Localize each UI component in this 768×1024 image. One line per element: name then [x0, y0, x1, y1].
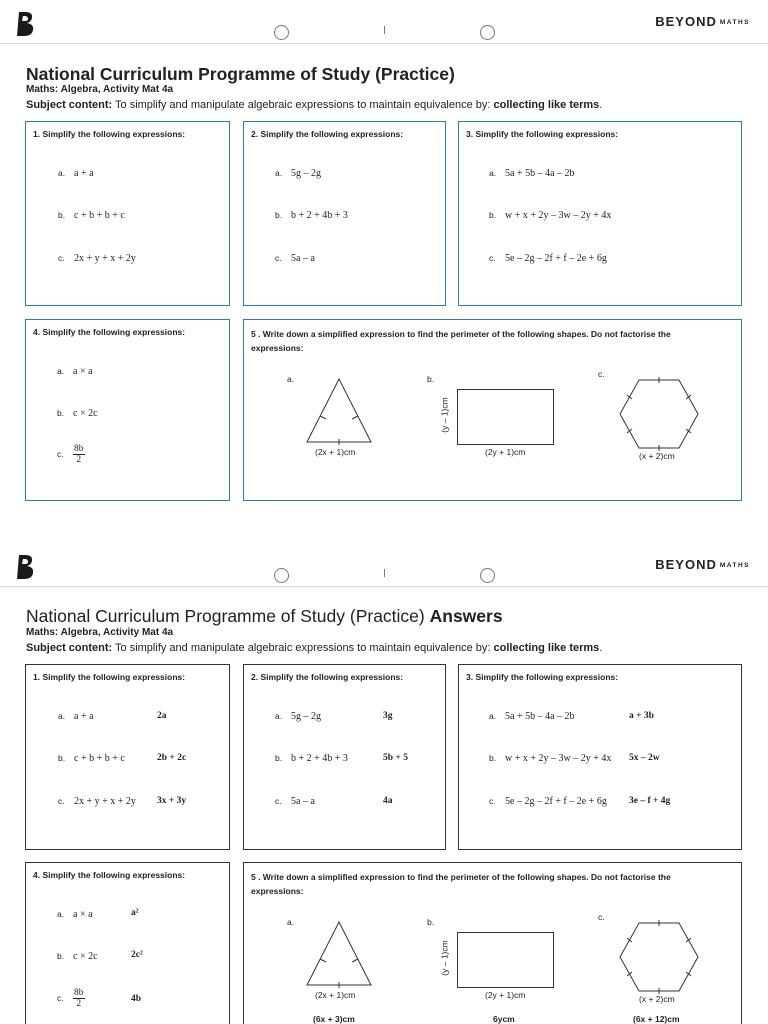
question-item: a. a + a	[58, 168, 94, 179]
question-item: a. a × a	[57, 909, 93, 920]
shape-side-dimension: (y – 1)cm	[439, 397, 450, 433]
question-item: b. c + b + b + c	[58, 210, 125, 221]
shape-dimension: (2y + 1)cm	[485, 447, 526, 457]
question-heading: 4. Simplify the following expressions:	[33, 327, 186, 337]
answer-text: 5b + 5	[383, 753, 408, 763]
subject-content: Subject content: To simplify and manipulate algebraic expressions to maintain equivalence by: collecting like terms.	[26, 99, 603, 111]
question-heading: 5 . Write down a simplified expression to find the perimeter of the following shapes. Do not factorise the expressions:	[251, 329, 671, 353]
question-5-box	[243, 319, 742, 501]
question-item: c. 5a – a	[275, 253, 315, 264]
triangle-shape	[306, 921, 372, 989]
question-item: b. c + b + b + c	[58, 753, 125, 764]
shape-dimension: (x + 2)cm	[639, 994, 675, 1004]
subject-content: Subject content: To simplify and manipulate algebraic expressions to maintain equivalence by: collecting like terms.	[26, 642, 603, 654]
question-item: a. 5a + 5b – 4a – 2b	[489, 168, 575, 179]
rectangle-shape	[457, 389, 555, 446]
page-subtitle: Maths: Algebra, Activity Mat 4a	[26, 84, 174, 95]
shape-side-dimension: (y – 1)cm	[439, 940, 450, 976]
punch-hole-icon	[274, 568, 289, 583]
shape-label: c.	[598, 912, 605, 922]
question-heading: 5 . Write down a simplified expression to find the perimeter of the following shapes. Do not factorise the expressions:	[251, 872, 671, 896]
answer-text: 4b	[131, 994, 142, 1004]
shape-dimension: (x + 2)cm	[639, 451, 675, 461]
question-item: a. 5a + 5b – 4a – 2b	[489, 711, 575, 722]
question-item: b. w + x + 2y – 3w – 2y + 4x	[489, 210, 612, 221]
question-item: c. $\frac{8b}{2}$	[57, 444, 84, 465]
question-heading: 1. Simplify the following expressions:	[33, 672, 186, 682]
answer-text: 3x + 3y	[157, 796, 187, 806]
question-item: a. 5g – 2g	[275, 711, 321, 722]
hexagon-shape	[619, 379, 699, 449]
page-header	[0, 0, 768, 44]
question-heading: 4. Simplify the following expressions:	[33, 870, 186, 880]
question-item: c. $\frac{8b}{2}$	[57, 988, 84, 1009]
answer-text: 3g	[383, 711, 393, 721]
answer-text: 2b + 2c	[157, 753, 187, 763]
question-item: c. 5e – 2g – 2f + f – 2e + 6g	[489, 253, 607, 264]
triangle-shape	[306, 378, 372, 446]
question-item: b. w + x + 2y – 3w – 2y + 4x	[489, 753, 612, 764]
question-2-box	[243, 664, 446, 850]
perimeter-answer: 6ycm	[493, 1014, 515, 1024]
beyond-logo-icon	[16, 553, 36, 581]
answer-text: 5x – 2w	[629, 753, 660, 763]
answer-text: 2c²	[131, 950, 143, 960]
question-heading: 2. Simplify the following expressions:	[251, 129, 404, 139]
page-title: National Curriculum Programme of Study (Practice)	[26, 64, 455, 84]
question-item: c. 2x + y + x + 2y	[58, 796, 136, 807]
shape-label: b.	[427, 374, 435, 384]
answer-text: a²	[131, 908, 139, 918]
question-item: b. b + 2 + 4b + 3	[275, 753, 348, 764]
page-header	[0, 543, 768, 587]
center-mark	[384, 569, 385, 577]
shape-dimension: (2y + 1)cm	[485, 990, 526, 1000]
beyond-logo-icon	[16, 10, 36, 38]
punch-hole-icon	[274, 25, 289, 40]
question-item: c. 5a – a	[275, 796, 315, 807]
question-item: a. 5g – 2g	[275, 168, 321, 179]
question-1-box	[25, 121, 230, 306]
question-item: b. c × 2c	[57, 951, 98, 962]
question-item: a. a + a	[58, 711, 94, 722]
question-item: b. b + 2 + 4b + 3	[275, 210, 348, 221]
shape-label: a.	[287, 917, 295, 927]
punch-hole-icon	[480, 568, 495, 583]
perimeter-answer: (6x + 12)cm	[633, 1014, 680, 1024]
answer-text: 2a	[157, 711, 167, 721]
answer-text: 3e – f + 4g	[629, 796, 671, 806]
page-subtitle: Maths: Algebra, Activity Mat 4a	[26, 627, 174, 638]
question-3-box	[458, 121, 742, 306]
page-title: National Curriculum Programme of Study (Practice) Answers	[26, 606, 503, 626]
question-heading: 3. Simplify the following expressions:	[466, 672, 619, 682]
question-item: b. c × 2c	[57, 408, 98, 419]
question-heading: 1. Simplify the following expressions:	[33, 129, 186, 139]
question-item: c. 2x + y + x + 2y	[58, 253, 136, 264]
shape-dimension: (2x + 1)cm	[315, 990, 356, 1000]
perimeter-answer: (6x + 3)cm	[313, 1014, 355, 1024]
brand-wordmark: BEYOND MATHS	[655, 14, 750, 29]
question-item: c. 5e – 2g – 2f + f – 2e + 6g	[489, 796, 607, 807]
hexagon-shape	[619, 922, 699, 992]
question-4-box	[25, 319, 230, 501]
question-3-box	[458, 664, 742, 850]
shape-label: b.	[427, 917, 435, 927]
question-item: a. a × a	[57, 366, 93, 377]
question-2-box	[243, 121, 446, 306]
answer-text: a + 3b	[629, 711, 654, 721]
brand-wordmark: BEYOND MATHS	[655, 557, 750, 572]
question-5-box	[243, 862, 742, 1024]
shape-label: c.	[598, 369, 605, 379]
answers-sheet	[0, 543, 768, 1024]
question-heading: 2. Simplify the following expressions:	[251, 672, 404, 682]
answer-text: 4a	[383, 796, 393, 806]
punch-hole-icon	[480, 25, 495, 40]
question-1-box	[25, 664, 230, 850]
shape-label: a.	[287, 374, 295, 384]
question-4-box	[25, 862, 230, 1024]
center-mark	[384, 26, 385, 34]
rectangle-shape	[457, 932, 555, 989]
question-heading: 3. Simplify the following expressions:	[466, 129, 619, 139]
shape-dimension: (2x + 1)cm	[315, 447, 356, 457]
